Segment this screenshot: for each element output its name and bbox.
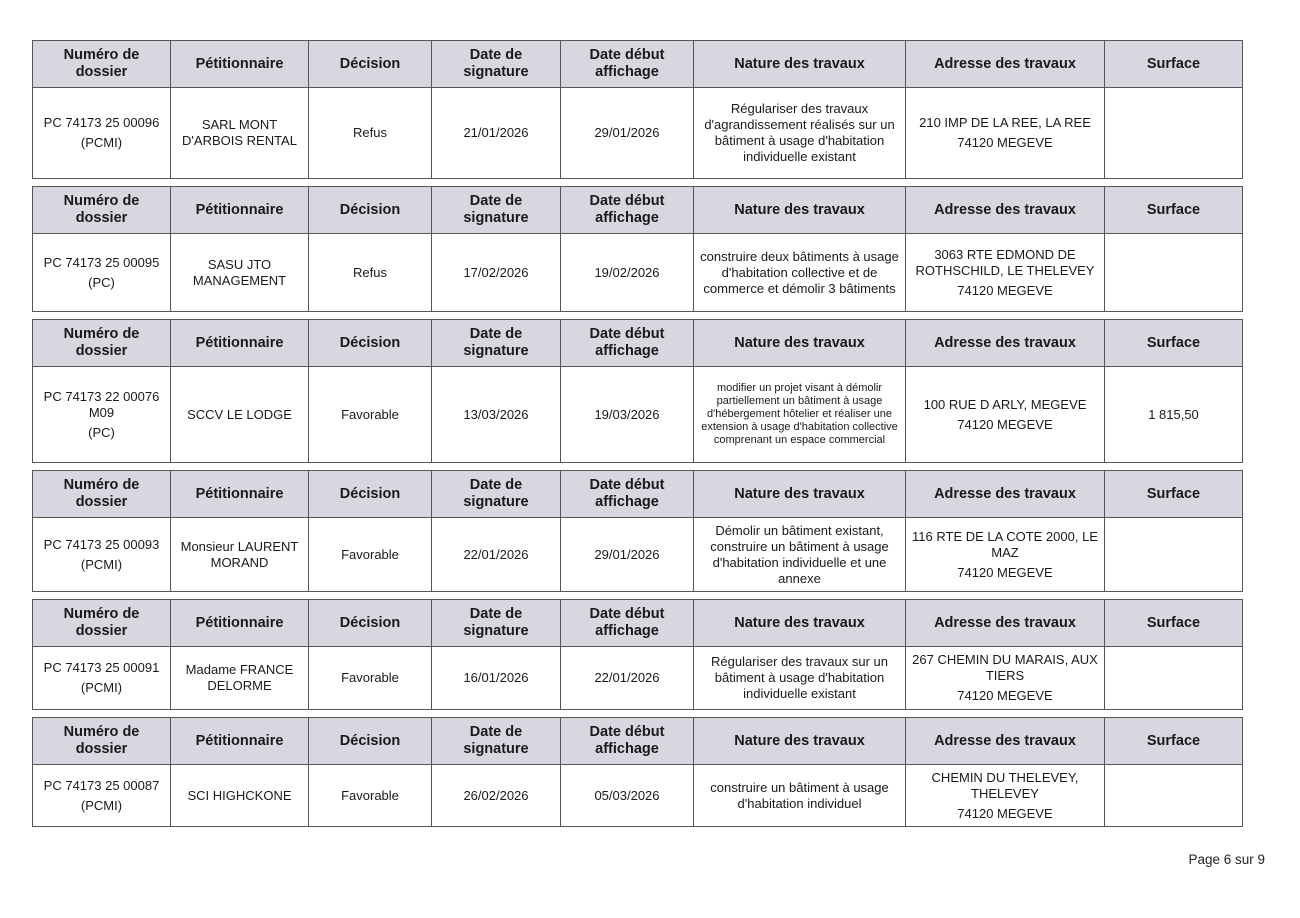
table-row (33, 88, 1243, 179)
surface-cell (1105, 234, 1243, 312)
header-decision: Décision (309, 600, 432, 647)
date-signature-cell: 16/01/2026 (432, 647, 561, 710)
decision-cell: Refus (309, 234, 432, 312)
header-date-affichage: Date début affichage (561, 718, 694, 765)
adresse-city: 74120 MEGEVE (957, 282, 1053, 298)
dossier-type: (PC) (88, 274, 115, 290)
surface-cell: 1 815,50 (1105, 367, 1243, 463)
header-dossier: Numéro de dossier (33, 41, 171, 88)
dossier-number: PC 74173 25 00095 (43, 254, 160, 270)
header-nature: Nature des travaux (694, 471, 906, 518)
header-nature: Nature des travaux (694, 320, 906, 367)
dossier-number: PC 74173 25 00091 (43, 660, 160, 675)
table-row (33, 518, 1243, 592)
surface-cell (1105, 765, 1243, 827)
header-surface: Surface (1105, 320, 1243, 367)
header-petitionnaire: Pétitionnaire (171, 320, 309, 367)
header-decision: Décision (309, 320, 432, 367)
adresse-line: 3063 RTE EDMOND DE ROTHSCHILD, LE THELEVEY (915, 246, 1095, 278)
header-date-affichage: Date début affichage (561, 320, 694, 367)
header-date-affichage: Date début affichage (561, 600, 694, 647)
table-header-row (33, 187, 1243, 234)
adresse-cell (906, 765, 1105, 827)
header-adresse: Adresse des travaux (906, 600, 1105, 647)
petitionnaire-cell: SARL MONT D'ARBOIS RENTAL (171, 88, 309, 179)
adresse-cell (906, 518, 1105, 592)
decision-cell: Favorable (309, 647, 432, 710)
table-header-row (33, 320, 1243, 367)
date-signature-cell: 13/03/2026 (432, 367, 561, 463)
header-nature: Nature des travaux (694, 718, 906, 765)
dossier-type: (PC) (88, 424, 115, 440)
dossier-type: (PCMI) (80, 680, 123, 695)
header-date-signature: Date de signature (432, 471, 561, 518)
dossier-number: PC 74173 25 00087 (43, 777, 160, 793)
header-adresse: Adresse des travaux (906, 187, 1105, 234)
header-date-signature: Date de signature (432, 187, 561, 234)
permit-table (32, 40, 1243, 179)
petitionnaire-cell: Madame FRANCE DELORME (171, 647, 309, 710)
date-signature-cell: 21/01/2026 (432, 88, 561, 179)
date-signature-cell: 26/02/2026 (432, 765, 561, 827)
nature-cell: Démolir un bâtiment existant, construire un bâtiment à usage d'habitation individuelle et une annexe (694, 518, 906, 592)
decision-cell: Refus (309, 88, 432, 179)
header-dossier: Numéro de dossier (33, 320, 171, 367)
header-petitionnaire: Pétitionnaire (171, 471, 309, 518)
header-surface: Surface (1105, 600, 1243, 647)
date-affichage-cell: 19/03/2026 (561, 367, 694, 463)
table-row (33, 647, 1243, 710)
nature-cell: Régulariser des travaux sur un bâtiment à usage d'habitation individuelle existant (694, 647, 906, 710)
petitionnaire-cell: SASU JTO MANAGEMENT (171, 234, 309, 312)
header-dossier: Numéro de dossier (33, 600, 171, 647)
dossier-cell (33, 765, 171, 827)
header-adresse: Adresse des travaux (906, 471, 1105, 518)
header-date-affichage: Date début affichage (561, 471, 694, 518)
header-surface: Surface (1105, 718, 1243, 765)
table-row (33, 765, 1243, 827)
adresse-city: 74120 MEGEVE (957, 805, 1053, 821)
decision-cell: Favorable (309, 765, 432, 827)
table-header-row (33, 471, 1243, 518)
surface-cell (1105, 647, 1243, 710)
dossier-cell (33, 234, 171, 312)
dossier-type: (PCMI) (80, 135, 123, 150)
adresse-line: 116 RTE DE LA COTE 2000, LE MAZ (912, 528, 1098, 560)
decision-cell: Favorable (309, 367, 432, 463)
header-decision: Décision (309, 471, 432, 518)
header-petitionnaire: Pétitionnaire (171, 600, 309, 647)
header-decision: Décision (309, 718, 432, 765)
adresse-line: 100 RUE D ARLY, MEGEVE (923, 396, 1087, 412)
header-surface: Surface (1105, 41, 1243, 88)
date-affichage-cell: 19/02/2026 (561, 234, 694, 312)
dossier-number: PC 74173 25 00093 (43, 536, 160, 552)
header-date-signature: Date de signature (432, 600, 561, 647)
table-header-row (33, 41, 1243, 88)
decision-cell: Favorable (309, 518, 432, 592)
adresse-cell (906, 88, 1105, 179)
header-nature: Nature des travaux (694, 187, 906, 234)
surface-cell (1105, 88, 1243, 179)
permit-records (32, 40, 1242, 834)
table-header-row (33, 718, 1243, 765)
header-date-affichage: Date début affichage (561, 41, 694, 88)
permit-table (32, 319, 1243, 463)
header-decision: Décision (309, 187, 432, 234)
petitionnaire-cell: Monsieur LAURENT MORAND (171, 518, 309, 592)
date-affichage-cell: 05/03/2026 (561, 765, 694, 827)
adresse-cell (906, 234, 1105, 312)
adresse-cell (906, 367, 1105, 463)
permit-table (32, 470, 1243, 592)
adresse-city: 74120 MEGEVE (957, 135, 1053, 150)
page-number: Page 6 sur 9 (1188, 852, 1265, 867)
dossier-type: (PCMI) (80, 556, 123, 572)
header-surface: Surface (1105, 187, 1243, 234)
table-row (33, 367, 1243, 463)
header-adresse: Adresse des travaux (906, 320, 1105, 367)
permit-table (32, 186, 1243, 312)
dossier-type: (PCMI) (80, 797, 123, 813)
date-affichage-cell: 29/01/2026 (561, 518, 694, 592)
table-row (33, 234, 1243, 312)
date-signature-cell: 22/01/2026 (432, 518, 561, 592)
header-decision: Décision (309, 41, 432, 88)
adresse-city: 74120 MEGEVE (957, 564, 1053, 580)
date-signature-cell: 17/02/2026 (432, 234, 561, 312)
date-affichage-cell: 29/01/2026 (561, 88, 694, 179)
header-nature: Nature des travaux (694, 41, 906, 88)
header-adresse: Adresse des travaux (906, 718, 1105, 765)
dossier-cell (33, 518, 171, 592)
table-header-row (33, 600, 1243, 647)
header-dossier: Numéro de dossier (33, 187, 171, 234)
adresse-line: CHEMIN DU THELEVEY, THELEVEY (931, 769, 1079, 801)
header-date-signature: Date de signature (432, 320, 561, 367)
header-dossier: Numéro de dossier (33, 718, 171, 765)
nature-cell: construire deux bâtiments à usage d'habitation collective et de commerce et démolir 3 bâtiments (694, 234, 906, 312)
adresse-line: 210 IMP DE LA REE, LA REE (919, 115, 1091, 130)
adresse-line: 267 CHEMIN DU MARAIS, AUX TIERS (912, 652, 1098, 683)
header-petitionnaire: Pétitionnaire (171, 41, 309, 88)
surface-cell (1105, 518, 1243, 592)
permit-table (32, 717, 1243, 827)
adresse-city: 74120 MEGEVE (957, 416, 1053, 432)
dossier-cell (33, 367, 171, 463)
adresse-city: 74120 MEGEVE (957, 688, 1053, 703)
header-dossier: Numéro de dossier (33, 471, 171, 518)
header-date-signature: Date de signature (432, 41, 561, 88)
header-surface: Surface (1105, 471, 1243, 518)
permit-table (32, 599, 1243, 710)
dossier-cell (33, 647, 171, 710)
dossier-cell (33, 88, 171, 179)
adresse-cell (906, 647, 1105, 710)
date-affichage-cell: 22/01/2026 (561, 647, 694, 710)
nature-cell: Régulariser des travaux d'agrandissement réalisés sur un bâtiment à usage d'habitation individuelle existant (694, 88, 906, 179)
header-date-signature: Date de signature (432, 718, 561, 765)
petitionnaire-cell: SCCV LE LODGE (171, 367, 309, 463)
header-nature: Nature des travaux (694, 600, 906, 647)
dossier-number: PC 74173 22 00076 M09 (43, 388, 160, 420)
nature-cell: construire un bâtiment à usage d'habitation individuel (694, 765, 906, 827)
nature-cell: modifier un projet visant à démolir partiellement un bâtiment à usage d'hébergement hôtelier et réaliser une extension à usage d'habitation collective comprenant un espace commercial (694, 367, 906, 463)
header-petitionnaire: Pétitionnaire (171, 718, 309, 765)
header-petitionnaire: Pétitionnaire (171, 187, 309, 234)
header-date-affichage: Date début affichage (561, 187, 694, 234)
petitionnaire-cell: SCI HIGHCKONE (171, 765, 309, 827)
dossier-number: PC 74173 25 00096 (43, 115, 160, 130)
header-adresse: Adresse des travaux (906, 41, 1105, 88)
